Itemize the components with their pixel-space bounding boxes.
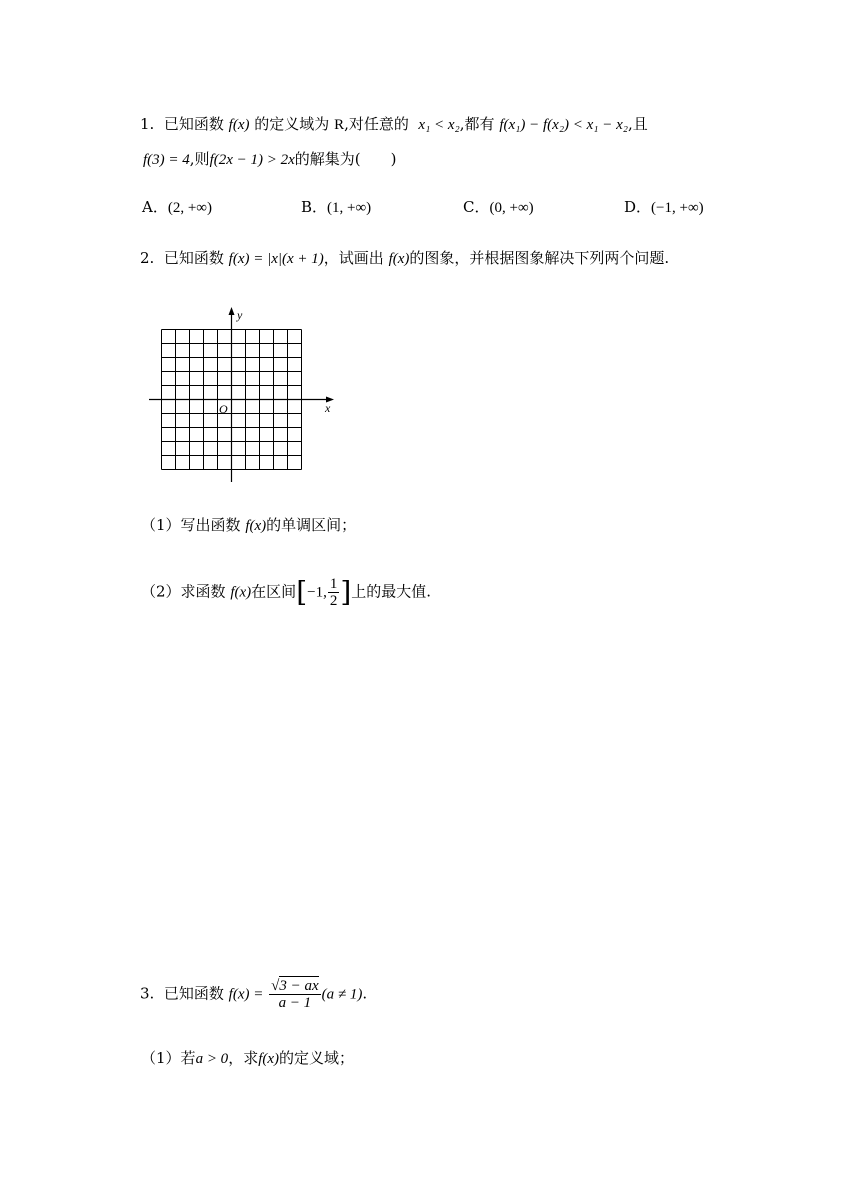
- q3-text: .: [362, 984, 368, 1003]
- origin-label: O: [219, 402, 228, 416]
- option-value: (0, +∞): [489, 200, 534, 216]
- q1-text: ,且: [628, 115, 648, 133]
- q1-math: R: [334, 117, 345, 133]
- option-value: (1, +∞): [327, 200, 372, 216]
- q3-fraction: [269, 978, 321, 1011]
- q1-line2: [143, 148, 397, 171]
- q1-option-c[interactable]: [463, 196, 534, 219]
- frac-num: 1: [329, 576, 338, 592]
- q1-option-b[interactable]: [301, 196, 371, 219]
- q2-sub2-text: 求函数: [180, 582, 226, 601]
- q2-line: [140, 247, 669, 270]
- q3-sub1: [141, 1047, 354, 1070]
- sub-label: （1）: [141, 516, 181, 534]
- q3-sub1-math: a > 0: [195, 1051, 229, 1067]
- q1-option-d[interactable]: [624, 196, 704, 219]
- q3-sub1-text: 若: [180, 1049, 196, 1067]
- q3-line: [140, 978, 367, 1011]
- frac-den: 2: [329, 593, 338, 609]
- right-bracket: ]: [340, 575, 352, 609]
- q1-text: ,都有: [459, 115, 495, 133]
- q2-text: ，试画出: [323, 249, 384, 267]
- q1-text: 的解集为( ): [294, 150, 397, 168]
- x-axis-label: x: [325, 401, 331, 415]
- frac-num: √3 − ax: [271, 978, 319, 994]
- q1-text: ,则: [189, 150, 210, 168]
- interval-left: −1,: [307, 584, 327, 601]
- fraction: [328, 576, 340, 609]
- q1-number: 1.: [140, 115, 155, 133]
- q2-sub2-text: 在区间: [251, 582, 297, 601]
- option-label: A．: [142, 198, 168, 216]
- option-label: C．: [463, 198, 490, 216]
- q1-text: ,对任意的: [344, 115, 409, 133]
- left-bracket: [: [296, 575, 308, 609]
- option-value: (−1, +∞): [651, 200, 704, 216]
- q1-option-a[interactable]: [142, 196, 212, 219]
- q2-text: 已知函数: [163, 249, 224, 267]
- q2-math: f(x): [388, 251, 410, 267]
- q1-text: 已知函数: [163, 115, 224, 133]
- sqrt-content: 3 − ax: [279, 978, 319, 994]
- q1-text: 的定义域为: [254, 115, 330, 133]
- q3-sub1-text: ，求: [228, 1049, 259, 1067]
- q2-sub2: [141, 576, 431, 609]
- y-axis-label: y: [237, 308, 243, 322]
- sub-label: （2）: [141, 582, 181, 601]
- q2-sub2-text: 上的最大值.: [351, 582, 432, 601]
- q1-math: f(x₁) − f(x₂) < x₁ − x₂: [499, 117, 629, 133]
- q3-sub1-math: f(x): [258, 1051, 280, 1067]
- q3-math: f(x) =: [228, 986, 264, 1003]
- q2-sub1-text: 的单调区间；: [266, 516, 357, 534]
- q2-sub1-math: f(x): [245, 518, 267, 534]
- q3-math: (a ≠ 1): [321, 986, 363, 1003]
- q2-sub2-math: f(x): [230, 584, 252, 601]
- q1-line1: [140, 113, 648, 136]
- q1-math: f(x): [228, 117, 250, 133]
- q1-math: x₁ < x₂: [418, 117, 460, 133]
- q2-number: 2.: [140, 249, 155, 267]
- y-axis-arrow: [229, 307, 235, 315]
- option-value: (2, +∞): [167, 200, 212, 216]
- coordinate-grid: [146, 302, 338, 484]
- frac-den: a − 1: [278, 995, 312, 1011]
- q1-math: f(2x − 1) > 2x: [209, 152, 295, 168]
- q2-sub1-text: 写出函数: [180, 516, 241, 534]
- sub-label: （1）: [141, 1049, 181, 1067]
- q3-text: 已知函数: [163, 984, 224, 1003]
- q2-math: f(x) = |x|(x + 1): [228, 251, 324, 267]
- q2-sub1: [141, 514, 356, 537]
- option-label: D．: [624, 198, 652, 216]
- option-label: B．: [301, 198, 328, 216]
- q3-sub1-text: 的定义域；: [279, 1049, 355, 1067]
- q2-text: 的图象，并根据图象解决下列两个问题.: [409, 249, 670, 267]
- q1-math: f(3) = 4: [143, 152, 190, 168]
- q3-number: 3.: [140, 984, 155, 1003]
